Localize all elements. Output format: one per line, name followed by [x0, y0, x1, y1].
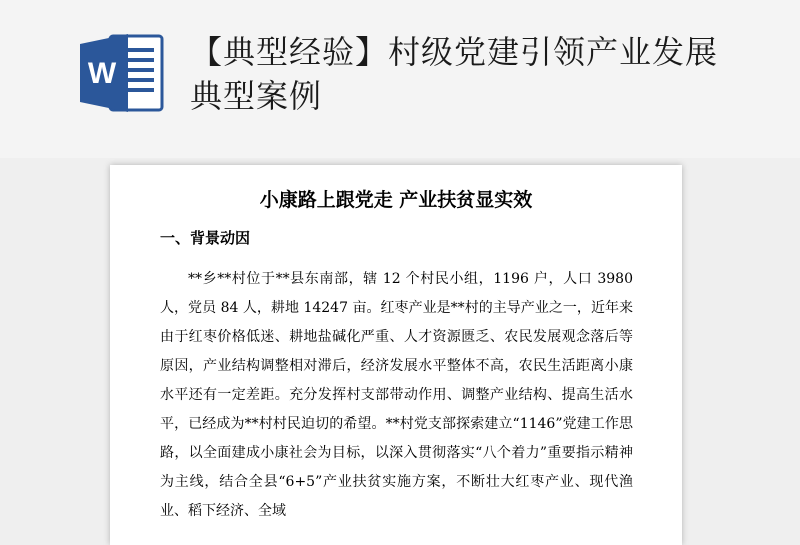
section-heading: 一、背景动因 — [160, 229, 251, 247]
header-banner — [0, 0, 800, 158]
body-paragraph: **乡**村位于**县东南部，辖 12 个村民小组，1196 户，人口 3980 人，党员 84 人，耕地 14247 亩。红枣产业是**村的主导产业之一，近年来由于红枣价格低迷、耕地盐碱化严重、人才资源匮乏、农民发展观念落后等原因，产业结构调整相对滞后，经济发展水平整体不高，农民生活距离小康水平还有一定差距。充分发挥村支部带动作用、调整产业结构、提高生活水平，已经成为**村村民迫切的希望。**村党支部探索建立“1146”党建工作思路，以全面建成小康社会为目标，以深入贯彻落实“八个着力”重要指示精神为主线，结合全县“6+5”产业扶贫实施方案，不断壮大红枣产业、现代渔业、稻下经济、全域 — [160, 271, 633, 519]
page-heading: 小康路上跟党走 产业扶贫显实效 — [259, 189, 533, 211]
document-page — [110, 165, 682, 545]
document-title: 【典型经验】村级党建引领产业发展典型案例 — [190, 33, 719, 115]
word-icon — [80, 30, 166, 116]
word-icon-letter: W — [87, 57, 117, 90]
